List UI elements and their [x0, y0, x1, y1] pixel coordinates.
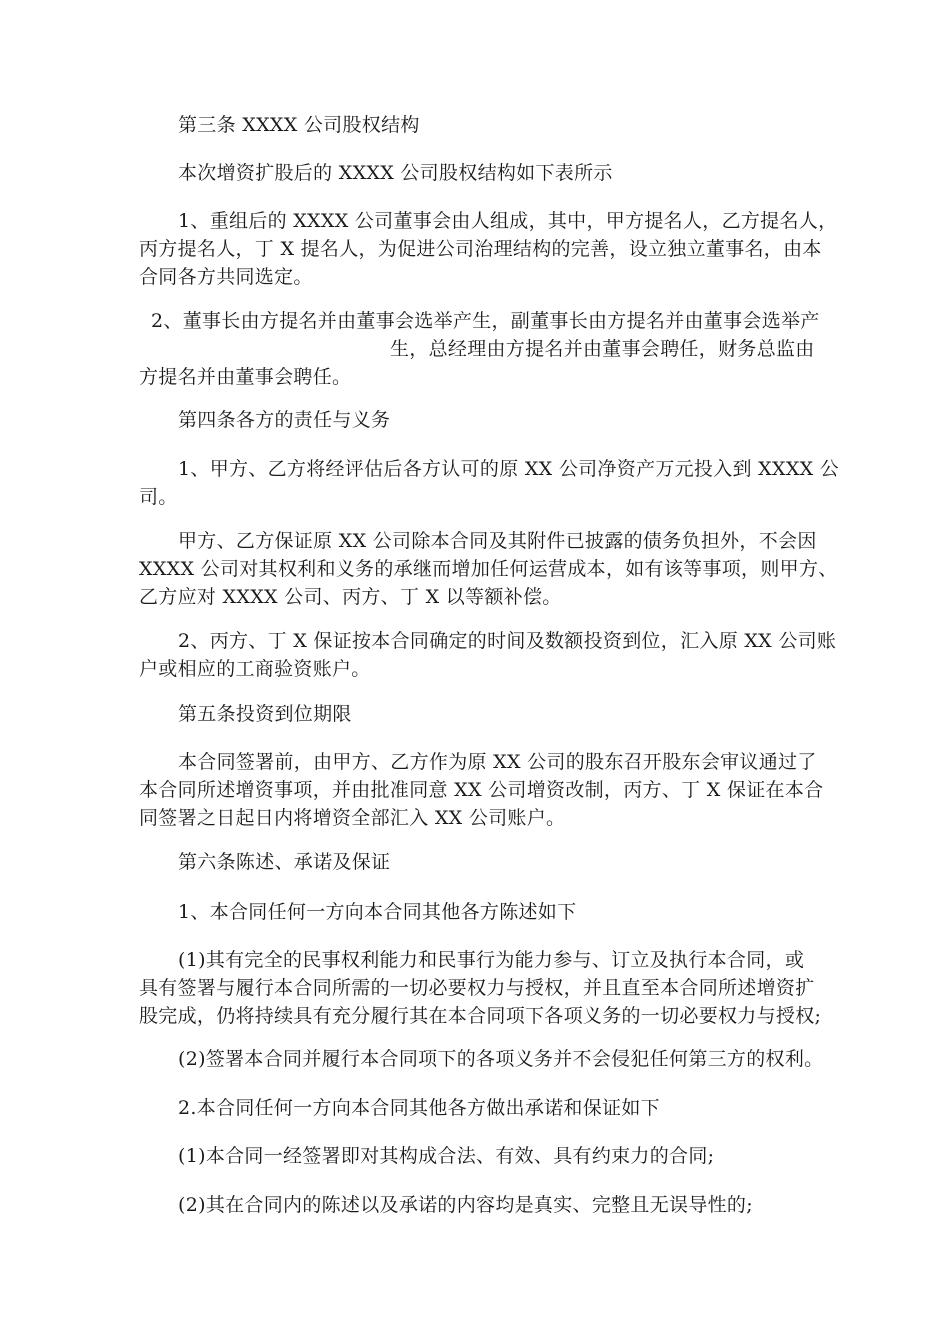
paragraph — [139, 1045, 824, 1073]
text-line: 1、重组后的 XXXX 公司董事会由人组成，其中，甲方提名人，乙方提名人， — [178, 210, 838, 232]
text-line: 本次增资扩股后的 XXXX 公司股权结构如下表所示 — [178, 162, 613, 184]
text-line: XXXX 公司对其权利和义务的承继而增加任何运营成本，如有该等事项，则甲方、 — [139, 558, 838, 580]
paragraph — [139, 1094, 819, 1122]
paragraph — [139, 455, 840, 511]
paragraph — [139, 207, 838, 291]
heading-text: 第五条投资到位期限 — [178, 703, 352, 725]
text-line: (1)本合同一经签署即对其构成合法、有效、具有约束力的合同; — [178, 1145, 715, 1167]
text-line: 甲方、乙方保证原 XX 公司除本合同及其附件已披露的债务负担外，不会因 — [178, 530, 817, 552]
text-line: 具有签署与履行本合同所需的一切必要权力与授权，并且直至本合同所述增资扩 — [139, 977, 815, 999]
text-line: 2、丙方、丁 X 保证按本合同确定的时间及数额投资到位，汇入原 XX 公司账 — [178, 630, 837, 652]
paragraph — [139, 946, 822, 1030]
text-line: 本合同签署前，由甲方、乙方作为原 XX 公司的股东召开股东会审议通过了 — [178, 751, 817, 773]
heading-text: 第三条 XXXX 公司股权结构 — [178, 114, 420, 136]
text-line: 乙方应对 XXXX 公司、丙方、丁 X 以等额补偿。 — [139, 586, 562, 608]
article-3-heading — [139, 111, 819, 139]
text-line: 2、董事长由方提名并由董事会选举产生，副董事长由方提名并由董事会选举产 — [151, 310, 820, 332]
text-line: 丙方提名人，丁 X 提名人，为促进公司治理结构的完善，设立独立董事名，由本 — [139, 238, 822, 260]
paragraph — [139, 627, 837, 683]
paragraph — [139, 307, 819, 391]
text-line: 2.本合同任何一方向本合同其他各方做出承诺和保证如下 — [178, 1097, 660, 1119]
text-line: 股完成，仍将持续具有充分履行其在本合同项下各项义务的一切必要权力与授权; — [139, 1005, 822, 1027]
article-4-heading — [139, 406, 819, 434]
text-line: 司。 — [139, 486, 178, 508]
heading-text: 第六条陈述、承诺及保证 — [178, 851, 391, 873]
paragraph — [139, 1142, 819, 1170]
paragraph — [139, 527, 838, 611]
article-6-heading — [139, 848, 819, 876]
text-line: 合同各方共同选定。 — [139, 266, 313, 288]
article-5-heading — [139, 700, 819, 728]
text-line: 户或相应的工商验资账户。 — [139, 658, 371, 680]
text-line: (2)签署本合同并履行本合同项下的各项义务并不会侵犯任何第三方的权利。 — [178, 1048, 824, 1070]
text-line: 方提名并由董事会聘任。 — [139, 366, 352, 388]
heading-text: 第四条各方的责任与义务 — [178, 409, 391, 431]
text-line: (1)其有完全的民事权利能力和民事行为能力参与、订立及执行本合同，或 — [178, 949, 805, 971]
text-line: 同签署之日起日内将增资全部汇入 XX 公司账户。 — [139, 807, 566, 829]
text-line: 1、甲方、乙方将经评估后各方认可的原 XX 公司净资产万元投入到 XXXX 公 — [178, 458, 840, 480]
text-line: 本合同所述增资事项，并由批准同意 XX 公司增资改制，丙方、丁 X 保证在本合 — [139, 779, 824, 801]
paragraph — [139, 159, 819, 187]
paragraph — [139, 748, 824, 832]
text-line: 生，总经理由方提名并由董事会聘任，财务总监由 — [390, 338, 815, 360]
paragraph — [139, 1191, 819, 1219]
text-line: (2)其在合同内的陈述以及承诺的内容均是真实、完整且无误导性的; — [178, 1194, 753, 1216]
text-line: 1、本合同任何一方向本合同其他各方陈述如下 — [178, 901, 577, 923]
paragraph — [139, 898, 819, 926]
